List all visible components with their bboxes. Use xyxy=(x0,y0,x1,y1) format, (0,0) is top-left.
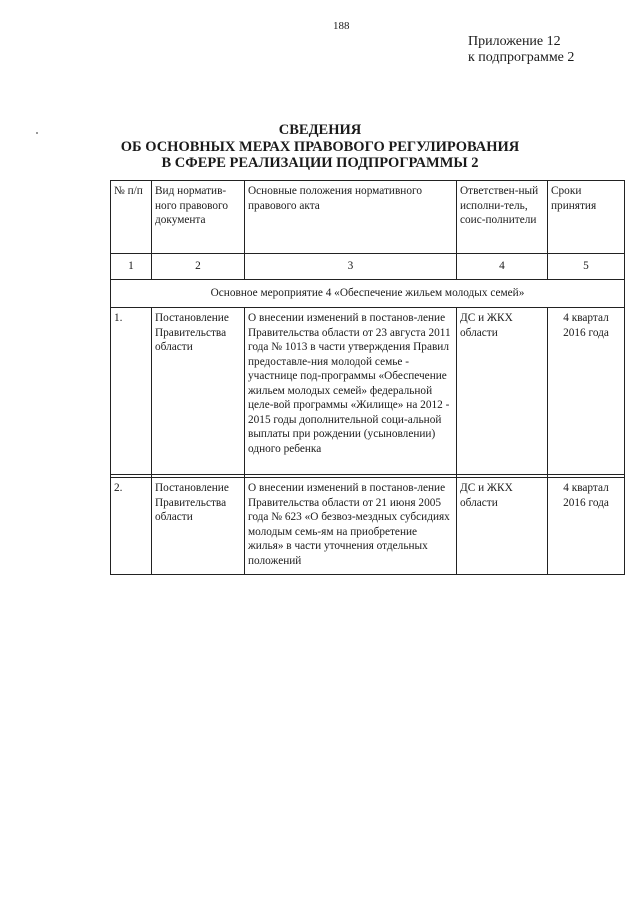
appendix-line-1: Приложение 12 xyxy=(468,34,561,49)
row-doc-type: Постановление Правительства области xyxy=(152,308,245,475)
header-num: № п/п xyxy=(111,181,152,254)
table-row xyxy=(111,478,625,575)
appendix-note xyxy=(468,34,574,66)
column-number: 1 xyxy=(111,254,152,280)
scan-speck xyxy=(36,132,38,134)
table-header-row xyxy=(111,181,625,254)
header-doc-type: Вид норматив-ного правового документа xyxy=(152,181,245,254)
header-term: Сроки принятия xyxy=(548,181,625,254)
section-row xyxy=(111,280,625,308)
row-num: 2. xyxy=(111,478,152,575)
row-num: 1. xyxy=(111,308,152,475)
row-responsible: ДС и ЖКХ области xyxy=(457,308,548,475)
row-provisions: О внесении изменений в постанов-ление Правительства области от 21 июня 2005 года № 623 «О безвоз-мездных субсидиях молодым семь-ям на приобретение жилья» в части уточнения отдельных положений xyxy=(245,478,457,575)
column-number: 5 xyxy=(548,254,625,280)
document-title xyxy=(120,122,520,172)
column-number: 4 xyxy=(457,254,548,280)
column-number: 2 xyxy=(152,254,245,280)
section-title: Основное мероприятие 4 «Обеспечение жильем молодых семей» xyxy=(111,280,625,308)
table-row xyxy=(111,308,625,475)
page-number: 188 xyxy=(333,20,350,32)
row-doc-type: Постановление Правительства области xyxy=(152,478,245,575)
row-term: 4 квартал 2016 года xyxy=(548,478,625,575)
row-responsible: ДС и ЖКХ области xyxy=(457,478,548,575)
column-number-row xyxy=(111,254,625,280)
row-term: 4 квартал 2016 года xyxy=(548,308,625,475)
column-number: 3 xyxy=(245,254,457,280)
header-responsible: Ответствен-ный исполни-тель, соис-полнители xyxy=(457,181,548,254)
appendix-line-2: к подпрограмме 2 xyxy=(468,50,575,65)
title-line-1: СВЕДЕНИЯ xyxy=(278,122,362,138)
title-line-3: В СФЕРЕ РЕАЛИЗАЦИИ ПОДПРОГРАММЫ 2 xyxy=(161,155,479,171)
measures-table xyxy=(110,180,625,575)
title-line-2: ОБ ОСНОВНЫХ МЕРАХ ПРАВОВОГО РЕГУЛИРОВАНИЯ xyxy=(120,138,520,155)
row-provisions: О внесении изменений в постанов-ление Правительства области от 23 августа 2011 года № 1013 в части утверждения Правил предоставле-ния молодой семье - участнице под-программы «Обеспечение жильем молодых семей» федеральной целе-вой программы «Жилище» на 2012 - 2015 годы дополнительной соци-альной выплаты при рождении (усыновлении) одного ребенка xyxy=(245,308,457,475)
header-provisions: Основные положения нормативного правового акта xyxy=(245,181,457,254)
